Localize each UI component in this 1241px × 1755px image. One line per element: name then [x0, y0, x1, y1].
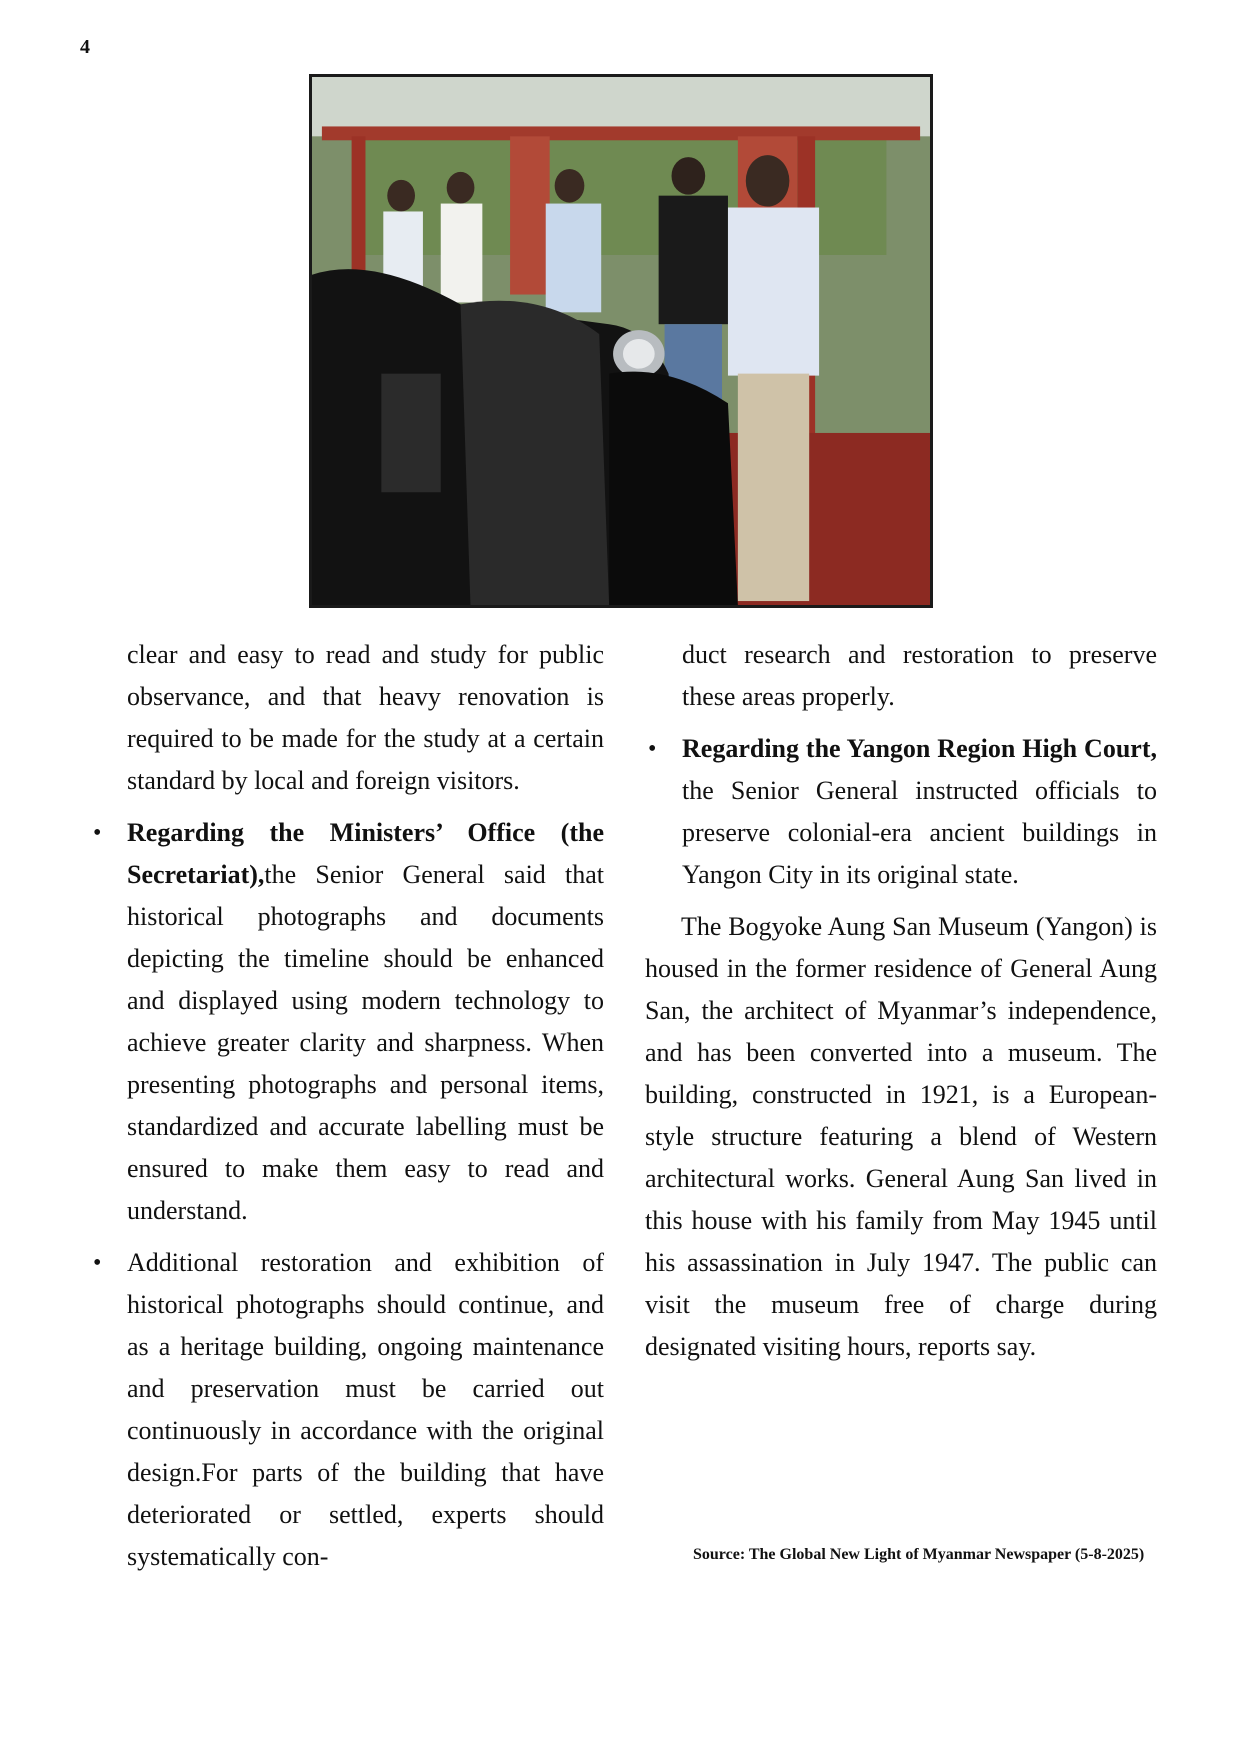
bullet-ministers-office-text: [127, 812, 604, 1232]
bullet-dot: •: [648, 736, 657, 762]
bullet-high-court-body: the Senior General instructed officials to preserve colonial-era ancient buildings in Yangon City in its original state.: [682, 776, 1157, 889]
page-number: 4: [80, 36, 90, 58]
bullet-high-court-text: [682, 728, 1157, 896]
bullet-high-court-heading: Regarding the Yangon Region High Court,: [682, 734, 1157, 763]
bullet-additional-restoration: [93, 1242, 604, 1578]
bullet-ministers-office-body: the Senior General said that historical photographs and documents depicting the timeline should be enhanced and displayed using modern technology to achieve greater clarity and sharpness. When presenting photographs and personal items, standardized and accurate labelling must be ensured to make them easy to read and understand.: [127, 860, 604, 1225]
source-note: Source: The Global New Light of Myanmar Newspaper (5-8-2025): [693, 1546, 1145, 1563]
bullet-high-court: [645, 728, 1157, 896]
bullet-dot: •: [93, 820, 102, 846]
museum-paragraph: The Bogyoke Aung San Museum (Yangon) is housed in the former residence of General Aung San, the architect of Myanmar’s independence, and has been converted into a museum. The building, constructed in 1921, is a European-style structure featuring a blend of Western architectural works. General Aung San lived in this house with his family from May 1945 until his assassination in July 1947. The public can visit the museum free of charge during designated visiting hours, reports say.: [645, 912, 1157, 1361]
right-continuation-text: duct research and restoration to preserve these areas properly.: [682, 640, 1157, 711]
bullet-additional-restoration-text: Additional restoration and exhibition of historical photographs should continue, and as a heritage building, ongoing maintenance and preservation must be carried out continuously in accordance with the original design.For parts of the building that have deteriorated or settled, experts should systematically con-: [127, 1248, 604, 1571]
left-column: [93, 634, 604, 1578]
bullet-ministers-office-heading: Regarding the Ministers’ Office (the Secretariat),: [127, 818, 604, 889]
museum-visit-photo: [309, 74, 933, 608]
left-continuation-text: clear and easy to read and study for public observance, and that heavy renovation is required to be made for the study at a certain standard by local and foreign visitors.: [127, 640, 604, 795]
bullet-dot: •: [93, 1250, 102, 1276]
right-column: [645, 634, 1157, 1368]
photo-illustration: [312, 77, 930, 605]
bullet-ministers-office: [93, 812, 604, 1232]
